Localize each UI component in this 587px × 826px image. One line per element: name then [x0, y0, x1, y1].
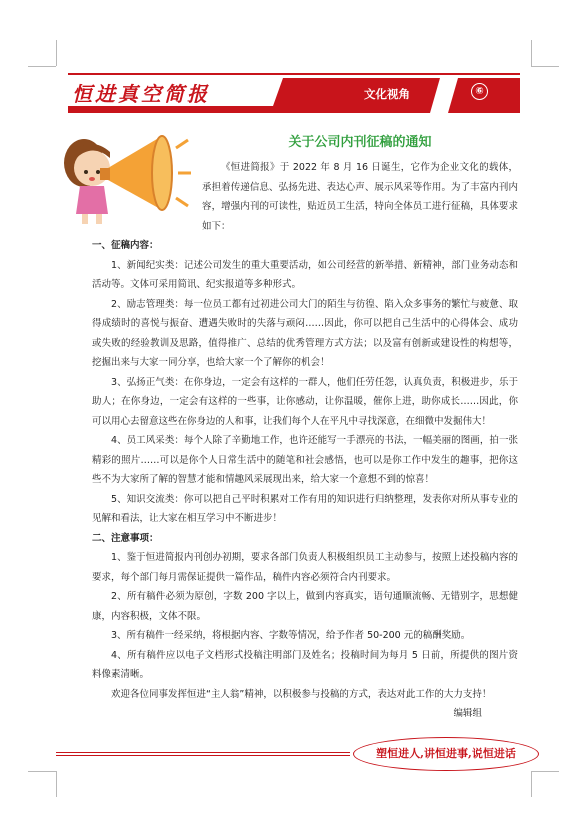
footer-slogan: 塑恒进人,讲恒进事,说恒进话 — [353, 737, 539, 771]
crop-mark — [56, 771, 57, 797]
notice-body — [92, 158, 518, 724]
intro-paragraph: 《恒进简报》于 2022 年 8 月 16 日诞生，它作为企业文化的载体，承担着传递信息、弘扬先进、表达心声、展示风采等作用。为了丰富内刊内容，增强内刊的可读性，贴近员工生活，特向全体员工进行征稿，具体要求如下： — [202, 162, 518, 232]
footer-rule — [56, 752, 350, 753]
content-item: 2、励志管理类：每一位员工都有过初进公司大门的陌生与彷徨、陷入众多事务的繁忙与疲惫、取得成绩时的喜悦与振奋、遭遇失败时的失落与顽闷……因此，你可以把自己生活中的心得体会、成功或失败的经验教训及思路，值得推广、总结的优秀管理方式方法；以及富有创新或建设性的构想等，挖掘出来与大家一同分享，也给大家一个了解你的机会！ — [92, 298, 518, 368]
content-item: 2、所有稿件必须为原创，字数 200 字以上，做到内容真实，语句通顺流畅、无错别字，思想健康，内容积极，文体不限。 — [92, 591, 518, 622]
content-item: 4、员工风采类：每个人除了辛勤地工作，也许还能写一手漂亮的书法，一幅美丽的图画，拍一张精彩的照片……可以是你个人日常生活中的随笔和社会感悟，也可以是你工作中发生的趣事，把你这些不为大家所了解的智慧才能和情趣风采展现出来，给大家一个意想不到的惊喜！ — [92, 435, 518, 485]
crop-mark — [56, 40, 57, 66]
crop-mark — [531, 40, 532, 66]
crop-mark — [531, 771, 532, 797]
content-item: 1、新闻纪实类：记述公司发生的重大重要活动，如公司经营的新举措、新精神，部门业务动态和活动等。文体可采用简讯、纪实报道等多种形式。 — [92, 259, 518, 290]
crop-mark — [531, 66, 559, 67]
newsletter-header — [68, 73, 520, 113]
notice-title: 关于公司内刊征稿的通知 — [288, 135, 432, 150]
content-item: 3、弘扬正气类：在你身边，一定会有这样的一群人，他们任劳任怨，认真负责，积极进步，乐于助人；在你身边，一定会有这样的一些事，让你感动，让你温暖，催你上进，助你成长……因此，你可以用心去留意这些在你身边的人和事，让我们每个人在平凡中寻找深意，在细微中发掘伟大！ — [92, 376, 518, 427]
content-item: 1、鉴于恒进简报内刊创办初期，要求各部门负责人积极组织员工主动参与，按照上述投稿内容的要求，每个部门每月需保证提供一篇作品，稿件内容必须符合内刊要求。 — [92, 552, 518, 583]
crop-mark — [28, 771, 56, 772]
section-name: 文化视角 — [364, 87, 410, 101]
signature: 编辑组 — [453, 708, 482, 719]
content-item: 4、所有稿件应以电子文档形式投稿注明部门及姓名；投稿时间为每月 5 日前，所提供的图片资料像素清晰。 — [92, 649, 518, 680]
newsletter-title: 恒进真空简报 — [72, 82, 210, 106]
crop-mark — [28, 66, 56, 67]
crop-mark — [531, 771, 559, 772]
content-item: 5、知识交流类：你可以把自己平时积累对工作有用的知识进行归纳整理，发表你对所从事专业的见解和看法，让大家在相互学习中不断进步！ — [92, 493, 518, 524]
section-heading: 一、征稿内容： — [92, 240, 159, 251]
footer-rule — [56, 755, 350, 756]
content-item: 3、所有稿件一经采纳，将根据内容、字数等情况，给予作者 50-200 元的稿酬奖励。 — [111, 630, 471, 641]
section-heading: 二、注意事项： — [92, 532, 159, 544]
page-number: ⑥ — [471, 83, 488, 100]
closing-paragraph: 欢迎各位同事发挥恒进“主人翁”精神，以积极参与投稿的方式，表达对此工作的大力支持！ — [111, 688, 492, 700]
